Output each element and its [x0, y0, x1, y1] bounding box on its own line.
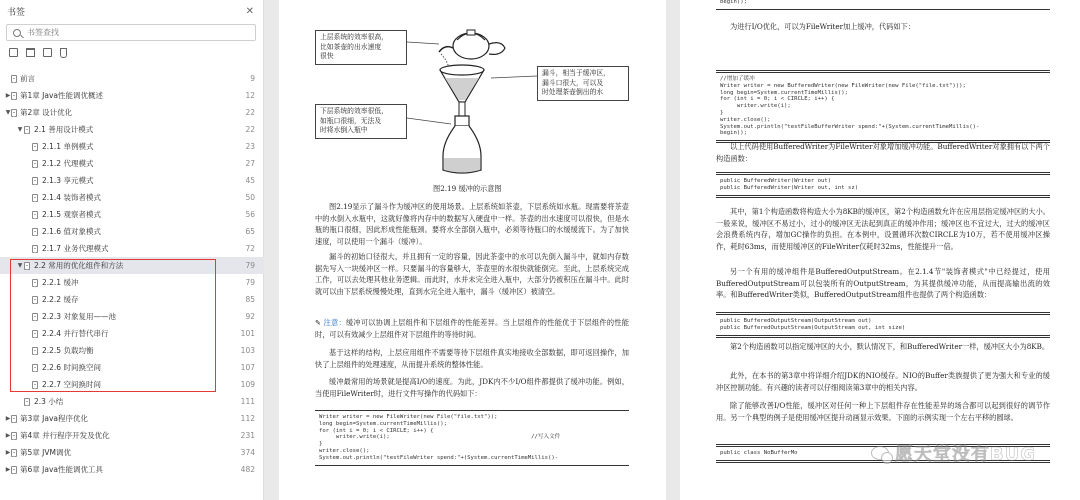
toc-item[interactable] [0, 410, 264, 427]
note-icon: ✎ [315, 318, 322, 327]
toc-item-label: 2.1.2 代理模式 [42, 159, 94, 168]
expand-arrow-icon[interactable]: ▶ [5, 92, 11, 99]
note-text: 缓冲可以协调上层组件和下层组件的性能差异。当上层组件的性能优于下层组件的性能时，可以有效减少上层组件对下层组件的等待时间。 [315, 318, 629, 339]
diagram-callout-teapot: 上层系统的效率很高， 比如茶壶的出水速度 很快 [315, 30, 407, 65]
toc-item-label: 2.2.4 并行替代串行 [42, 329, 109, 338]
toc-item-label: 第2章 设计优化 [20, 108, 73, 117]
page-icon [32, 177, 38, 185]
wechat-logo-icon [871, 446, 889, 460]
toc-item-label: 2.2 常用的优化组件和方法 [34, 261, 124, 270]
sidebar-header [0, 0, 263, 22]
expand-arrow-icon[interactable]: ▶ [5, 449, 11, 456]
toc-item[interactable] [0, 223, 264, 240]
bookmark-toolbar [9, 48, 67, 58]
toc-item-page: 65 [245, 227, 255, 236]
bookmark-icon[interactable] [60, 48, 67, 58]
page-icon [32, 347, 38, 355]
toc-item[interactable] [0, 70, 264, 87]
figure-caption: 图2.19 缓冲的示意图 [433, 184, 502, 193]
toc-item-label: 第3章 Java程序优化 [20, 414, 88, 423]
collapse-all-icon[interactable] [26, 48, 35, 57]
toc-item-label: 2.2.6 时间换空间 [42, 363, 101, 372]
page-icon [32, 313, 38, 321]
toc-item-page: 27 [245, 159, 255, 168]
toc-item-label: 2.2.3 对象复用——池 [42, 312, 116, 321]
page-icon [32, 211, 38, 219]
code-block: public class NoBufferMo [716, 444, 1050, 463]
toc-item-page: 50 [245, 193, 255, 202]
toc-item-page: 101 [240, 329, 255, 338]
paragraph: 其中，第1个构造函数将构造大小为8KB的缓冲区，第2个构造函数允许在应用层指定缓冲区的大小。一般来说，缓冲区不易过小，过小的缓冲区无法起到真正的缓冲作用；缓冲区也不宜过大，过大的缓冲区会浪费系统内存，增加GC操作的负担。在本例中，设置循环次数CIRCLE为10万，若不使用缓冲区操作，耗时63ms，而使用缓冲区的FileWriter仅耗时32ms，性能提升一倍。 [716, 207, 1050, 251]
toc-item-page: 374 [240, 448, 255, 457]
page-icon [11, 75, 17, 83]
toc-item-page: 112 [240, 414, 255, 423]
toc-item[interactable] [0, 342, 264, 359]
expand-all-icon[interactable] [9, 48, 18, 57]
toc-item-page: 79 [245, 261, 255, 270]
page-icon [32, 279, 38, 287]
bookmark-search[interactable] [6, 24, 256, 41]
toc-item-page: 22 [245, 125, 255, 134]
page-icon [32, 194, 38, 202]
toc-item-page: 56 [245, 210, 255, 219]
paragraph: 以上代码使用BufferedWriter为FileWriter对象增加缓冲功能。BufferedWriter对象拥有以下两个构造函数： [716, 142, 1050, 163]
expand-arrow-icon[interactable]: ▶ [5, 432, 11, 439]
toc-item[interactable] [0, 461, 264, 478]
paragraph: 基于这样的结构，上层应用组件不需要等待下层组件真实地接收全部数据，即可返回操作，加快了上层组件的处理速度，从而提升系统的整体性能。 [315, 348, 629, 369]
toc-item-page: 107 [240, 363, 255, 372]
code-block: //增加了缓冲 Writer writer = new BufferedWriter(new FileWriter(new File("file.txt"))); long begin=System.currentTimeMillis(); for (int i = 0; i < CIRCLE; i++) { writer.write(i); } writer.close(); System.out.println("testFileBufferWriter spend:"+(System.currentTimeMillis()- begin)); [716, 70, 1050, 143]
toc-item-label: 2.1.4 装饰者模式 [42, 193, 101, 202]
toc-item[interactable] [0, 393, 264, 410]
toc-item-page: 45 [245, 176, 255, 185]
paragraph: 第2个构造函数可以指定缓冲区的大小，默认情况下，和BufferedWriter一样，缓冲区大小为8KB。 [730, 342, 1050, 351]
search-icon [13, 29, 21, 37]
toc-item-page: 92 [245, 312, 255, 321]
code-block: public BufferedOutputStream(OutputStream out) public BufferedOutputStream(OutputStream out, int size) [716, 312, 1050, 338]
document-page-left [279, 0, 666, 500]
toc-item[interactable] [0, 172, 264, 189]
add-bookmark-icon[interactable] [43, 48, 52, 57]
page-icon [32, 245, 38, 253]
bookmark-sidebar [0, 0, 264, 500]
toc-item[interactable] [0, 138, 264, 155]
note-label: 注意： [323, 318, 346, 327]
page-icon [32, 330, 38, 338]
code-block: public BufferedWriter(Writer out) public BufferedWriter(Writer out, int sz) [716, 172, 1050, 198]
toc-item-label: 2.1.1 单例模式 [42, 142, 94, 151]
toc-item-label: 2.1 善用设计模式 [34, 125, 94, 134]
paragraph: 漏斗的初始口径很大，并且拥有一定的容量，因此茶壶中的水可以先倒入漏斗中，就如内存数据先写入一块缓冲区一样。只要漏斗的容量够大，茶壶里的水很快就能倒完。至此，上层系统完成工作，可以去处理其他业务逻辑。而此时，水并未完全进入瓶中，大部分仍被积压在漏斗中。此时就可以由下层系统慢慢处理，直到水完全进入瓶中，漏斗（缓冲区）被清空。 [315, 252, 629, 296]
toc-item[interactable] [0, 240, 264, 257]
code-block: Writer writer = new FileWriter(new File("file.txt")); long begin=System.currentTimeMillis(); for (int i = 0; i < CIRCLE; i++) { writer.write(i); //写入文件 } writer.close(); System.out.println("testFileWriter spend:"+(System.currentTimeMillis()- [315, 410, 629, 466]
collapse-arrow-icon[interactable]: ▼ [5, 109, 11, 116]
paragraph: 为进行I/O优化，可以为FileWriter加上缓冲，代码如下： [730, 22, 915, 31]
page-icon [24, 262, 30, 270]
paragraph: 此外，在本书的第3章中将详细介绍JDK的NIO缓存。NIO的Buffer类族提供了更为强大和专业的缓冲区控制功能。有兴趣的读者可以仔细阅读第3章中的相关内容。 [716, 371, 1050, 392]
toc-item[interactable] [0, 427, 264, 444]
toc-item[interactable] [0, 376, 264, 393]
toc-item-label: 2.2.7 空间换时间 [42, 380, 101, 389]
toc-item-label: 第5章 JVM调优 [20, 448, 71, 457]
toc-item-label: 2.2.5 负载均衡 [42, 346, 94, 355]
toc-item[interactable] [0, 155, 264, 172]
page-icon [32, 143, 38, 151]
toc-item[interactable] [0, 189, 264, 206]
page-icon [32, 381, 38, 389]
page-icon [32, 296, 38, 304]
page-icon [11, 466, 17, 474]
toc-item-label: 2.1.7 业务代理模式 [42, 244, 109, 253]
toc-item-page: 22 [245, 108, 255, 117]
toc-item[interactable] [0, 359, 264, 376]
paragraph: 图2.19显示了漏斗作为缓冲区的使用场景。上层系统如茶壶，下层系统如水瓶。现需要将茶壶中的水倒入水瓶中，这就好像将内存中的数据写入硬盘中一样。茶壶的出水速度可以很快，但是水瓶的瓶口很细，因此形成性能瓶颈。要将水全部倒入瓶中，必须等待瓶口的水缓缓流下。为了加快速度，可以使用一个漏斗（缓冲）。 [315, 202, 629, 246]
page-icon [11, 432, 17, 440]
toc-item-label: 2.1.3 享元模式 [42, 176, 94, 185]
toc-item[interactable] [0, 206, 264, 223]
toc-item-page: 109 [240, 380, 255, 389]
note-block [315, 317, 629, 340]
toc-item-label: 第1章 Java性能调优概述 [20, 91, 103, 100]
toc-item-page: 72 [245, 244, 255, 253]
toc-item-page: 482 [240, 465, 255, 474]
toc-item-page: 9 [250, 74, 255, 83]
toc-item-label: 2.1.6 值对象模式 [42, 227, 101, 236]
toc-item[interactable] [0, 291, 264, 308]
collapse-arrow-icon[interactable]: ▼ [17, 126, 23, 133]
watermark [871, 440, 1036, 466]
code-block-continued: begin)); [716, 0, 1050, 10]
toc-item-page: 111 [240, 397, 255, 406]
page-icon [11, 415, 17, 423]
toc-item-label: 2.2.2 缓存 [42, 295, 79, 304]
page-icon [11, 92, 17, 100]
toc-item-page: 231 [240, 431, 255, 440]
paragraph: 缓冲最常用的场景就是提高I/O的速度。为此，JDK内不少I/O组件都提供了缓冲功能。例如，当使用FileWriter时，进行文件写操作的代码如下： [315, 377, 629, 398]
toc-item-label: 第4章 并行程序开发及优化 [20, 431, 110, 440]
toc-item-label: 前言 [20, 74, 35, 83]
toc-item-label: 2.2.1 缓冲 [42, 278, 79, 287]
toc-item-page: 12 [245, 91, 255, 100]
bookmark-search-input[interactable] [27, 28, 227, 37]
collapse-arrow-icon[interactable]: ▼ [17, 262, 23, 269]
sidebar-title: 书签 [7, 7, 26, 18]
page-icon [32, 364, 38, 372]
expand-arrow-icon[interactable]: ▶ [5, 466, 11, 473]
document-page-right [680, 0, 1080, 500]
toc-item-page: 103 [240, 346, 255, 355]
close-icon[interactable]: ✕ [245, 5, 254, 17]
toc-item[interactable] [0, 121, 264, 138]
toc-item-label: 2.3 小结 [34, 397, 64, 406]
expand-arrow-icon[interactable]: ▶ [5, 415, 11, 422]
toc-item-label: 第6章 Java性能调优工具 [20, 465, 103, 474]
diagram-callout-bottle: 下层系统的效率很低， 如瓶口很细，无法及 时将水倒入瓶中 [315, 104, 407, 139]
watermark-text: 愿天堂没有BUG [894, 444, 1036, 465]
toc-item[interactable] [0, 87, 264, 104]
toc-item-page: 85 [245, 295, 255, 304]
paragraph: 另一个有用的缓冲组件是BufferedOutputStream。在2.1.4节"装饰者模式"中已经提过，使用BufferedOutputStream可以包装所有的OutputStream，为其提供缓冲功能，从而提高输出流的效率。和BufferedWriter类似，BufferedOutputStream组件也提供了两个构造函数： [716, 267, 1050, 299]
toc-item[interactable] [0, 444, 264, 461]
page-icon [11, 449, 17, 457]
page-icon [32, 228, 38, 236]
toc-item[interactable] [0, 274, 264, 291]
bookmark-tree [0, 70, 264, 478]
page-icon [11, 109, 17, 117]
page-icon [24, 398, 30, 406]
toc-item-page: 23 [245, 142, 255, 151]
page-icon [32, 160, 38, 168]
toc-item[interactable] [0, 257, 264, 274]
toc-item[interactable] [0, 325, 264, 342]
toc-item-label: 2.1.5 观察者模式 [42, 210, 101, 219]
toc-item[interactable] [0, 104, 264, 121]
paragraph: 除了能够改善I/O性能，缓冲区对任何一种上下层组件存在性能差异的场合都可以起到很好的调节作用。另一个典型的例子是使用缓冲区提升动画显示效果。下面的示例实现一个左右平移的圆球。 [716, 401, 1050, 422]
diagram-callout-funnel: 漏斗，相当于缓冲区， 漏斗口很大，可以及 时处理茶壶倒出的水 [537, 66, 629, 101]
page-icon [24, 126, 30, 134]
toc-item-page: 79 [245, 278, 255, 287]
toc-item[interactable] [0, 308, 264, 325]
